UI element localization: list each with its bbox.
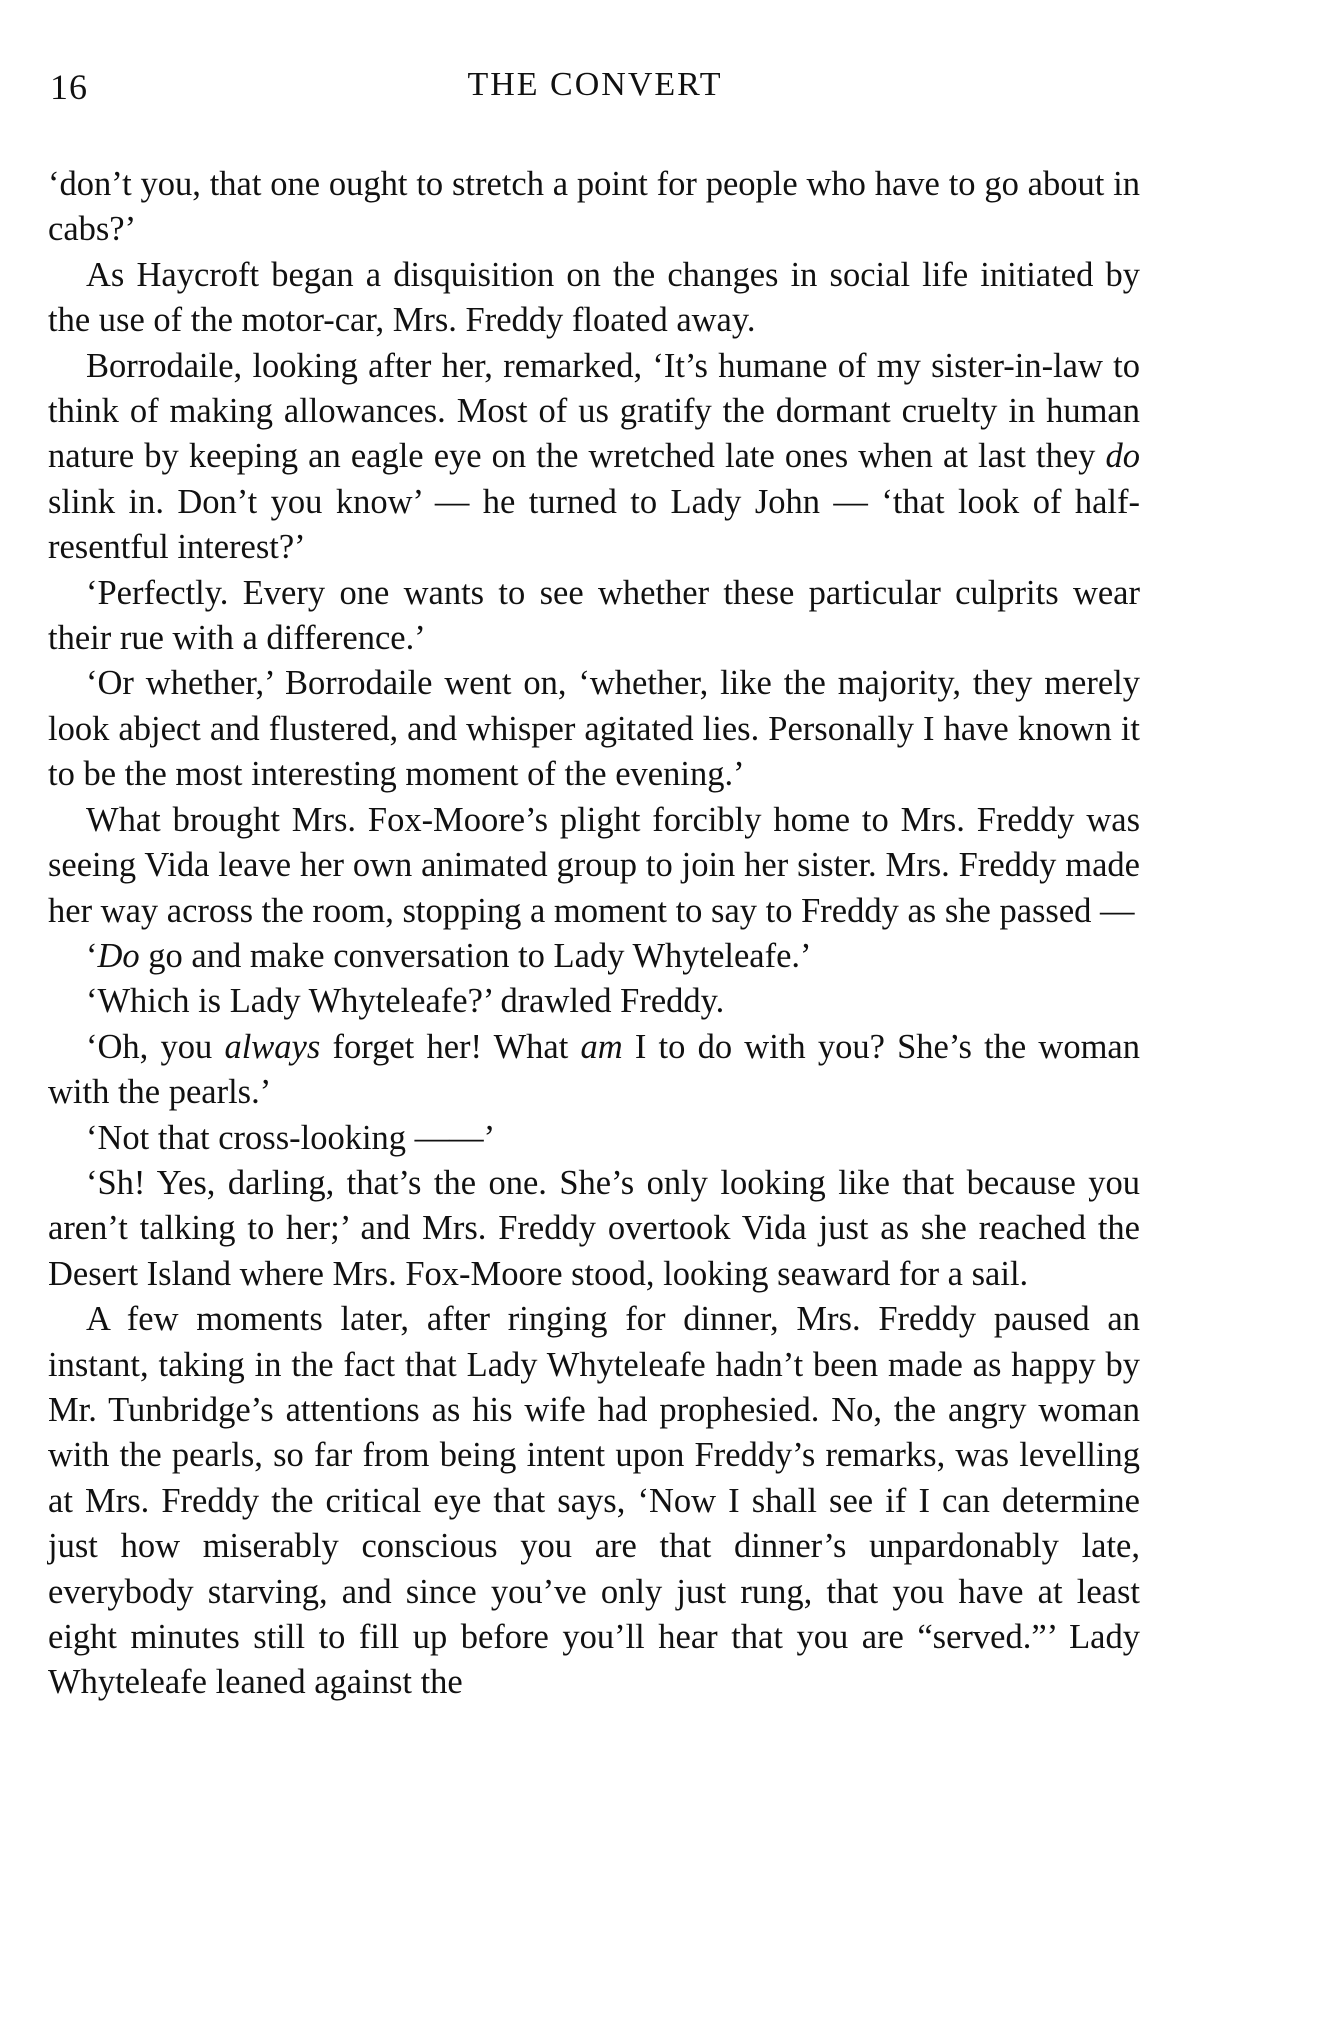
body-text [48,162,1140,1706]
text-run: slink in. Don’t you know’ — he turned to Lady John — ‘that look of half-resentful interest?’ [48,482,1140,567]
text-run: As Haycroft began a disquisition on the changes in social life initiated by the use of the motor-car, Mrs. Freddy floated away. [48,255,1140,340]
text-run: I to do with you? She’s the woman with the pearls.’ [48,1027,1140,1112]
paragraph [48,1161,1140,1297]
paragraph [48,1116,1140,1161]
running-title: THE CONVERT [467,66,723,103]
text-run: What brought Mrs. Fox-Moore’s plight forcibly home to Mrs. Freddy was seeing Vida leave her own animated group to join her sister. Mrs. Freddy made her way across the room, stopping a moment to say to Freddy as she passed — [48,800,1140,930]
text-run: Borrodaile, looking after her, remarked, ‘It’s humane of my sister-in-law to think of making allowances. Most of us gratify the dormant cruelty in human nature by keeping an eagle eye on the wretched late ones when at last they [48,346,1140,476]
italic-text-run: always [224,1027,321,1066]
paragraph [48,934,1140,979]
paragraph [48,661,1140,797]
text-run: A few moments later, after ringing for dinner, Mrs. Freddy paused an instant, taking in the fact that Lady Whyteleafe hadn’t been made as happy by Mr. Tunbridge’s attentions as his wife had prophesied. No, the angry woman with the pearls, so far from being intent upon Freddy’s remarks, was levelling at Mrs. Freddy the critical eye that says, ‘Now I shall see if I can determine just how miserably conscious you are that dinner’s unpardonably late, everybody starving, and since you’ve only just rung, that you have at least eight minutes still to fill up before you’ll hear that you are “served.”’ Lady Whyteleafe leaned against the [48,1300,1140,1702]
paragraph [48,979,1140,1024]
text-run: ‘Perfectly. Every one wants to see whether these particular culprits wear their rue with a difference.’ [48,573,1140,658]
text-run: go and make conversation to Lady Whyteleafe.’ [139,936,812,975]
paragraph [48,162,1140,253]
italic-text-run: Do [97,936,140,975]
text-run: forget her! What [320,1027,581,1066]
page-number: 16 [50,67,88,107]
page-header [50,66,1140,116]
paragraph [48,253,1140,344]
text-run: ‘Oh, you [86,1027,225,1066]
paragraph [48,798,1140,934]
text-run: ‘don’t you, that one ought to stretch a point for people who have to go about in cabs?’ [48,165,1140,249]
text-run: ‘Sh! Yes, darling, that’s the one. She’s only looking like that because you aren’t talking to her;’ and Mrs. Freddy overtook Vida just as she reached the Desert Island where Mrs. Fox-Moore stood, looking seaward for a sail. [48,1163,1140,1293]
italic-text-run: do [1105,437,1140,476]
paragraph [48,571,1140,662]
paragraph [48,1025,1140,1116]
text-run: ‘ [86,936,98,975]
italic-text-run: am [580,1027,623,1066]
text-run: ‘Or whether,’ Borrodaile went on, ‘whether, like the majority, they merely look abject and flustered, and whisper agitated lies. Personally I have known it to be the most interesting moment of the evening.’ [48,664,1140,794]
paragraph [48,1297,1140,1706]
text-run: ‘Not that cross-looking ——’ [86,1118,496,1157]
paragraph [48,344,1140,571]
text-run: ‘Which is Lady Whyteleafe?’ drawled Freddy. [86,982,725,1021]
